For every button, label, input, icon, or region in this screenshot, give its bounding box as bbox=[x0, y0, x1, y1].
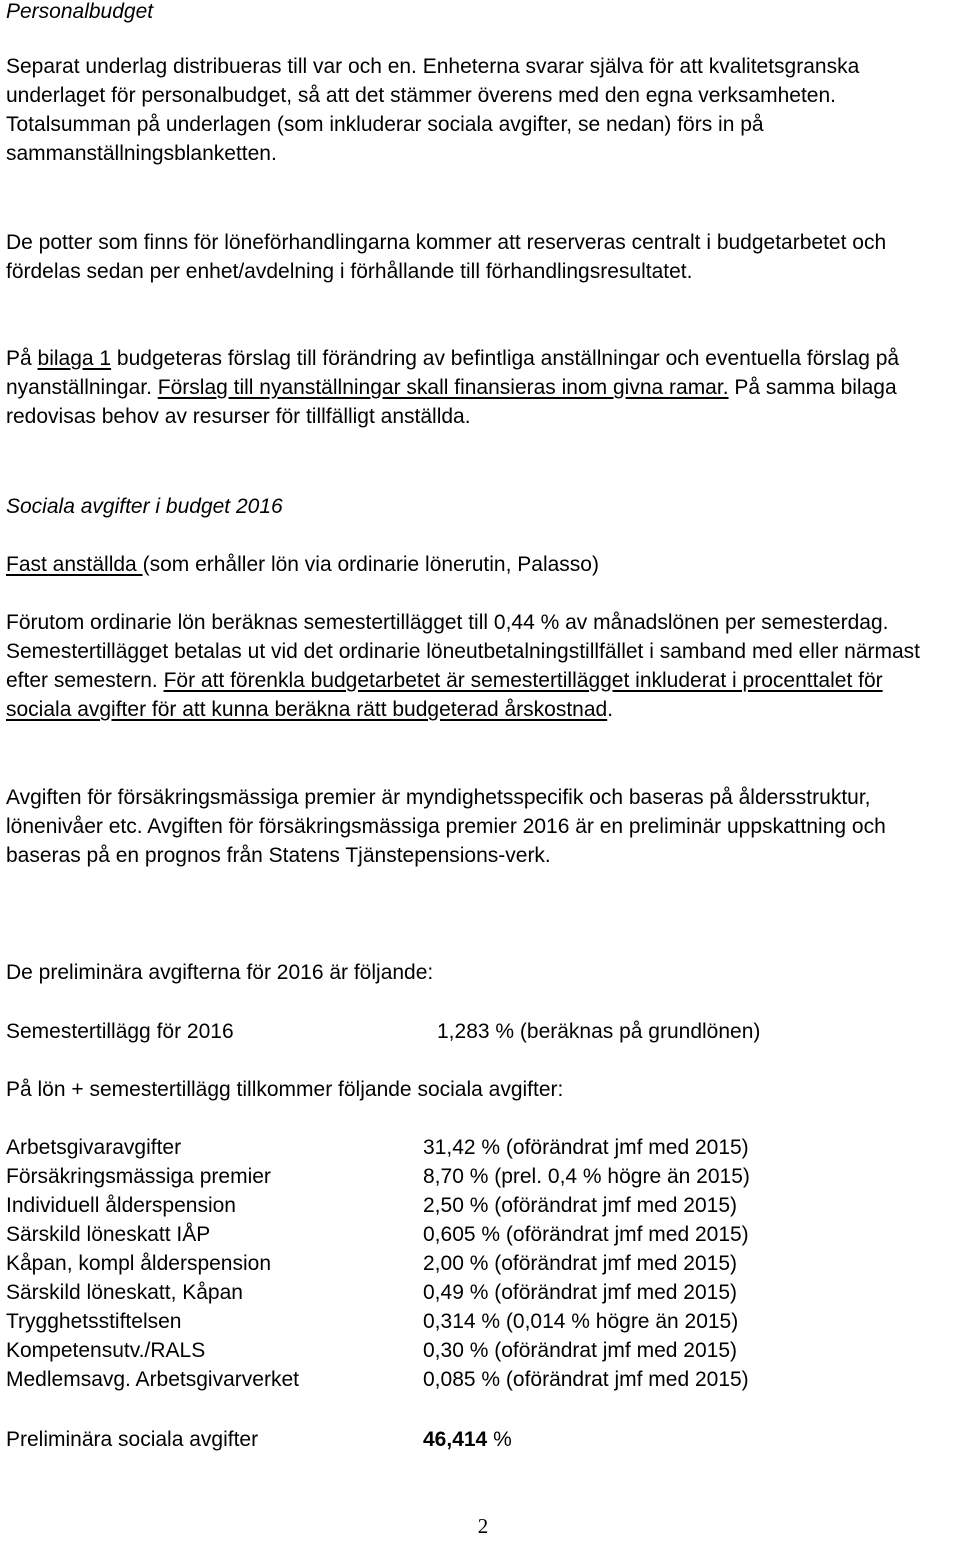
semestertillagg-value: 1,283 % (beräknas på grundlönen) bbox=[437, 1020, 761, 1043]
page-title: Personalbudget bbox=[6, 0, 154, 23]
fee-value: 0,314 % (0,014 % högre än 2015) bbox=[423, 1310, 739, 1333]
pa-lon-line: På lön + semestertillägg tillkommer följande sociala avgifter: bbox=[6, 1078, 564, 1101]
intro-sentence-2: Totalsumman på underlagen (som inkluderar sociala avgifter, se nedan) förs in på sammanställningsblanketten. bbox=[6, 113, 764, 165]
fee-label: Individuell ålderspension bbox=[6, 1194, 236, 1217]
total-unit: % bbox=[487, 1428, 512, 1451]
semester-text-2: . bbox=[607, 698, 614, 721]
fee-label: Försäkringsmässiga premier bbox=[6, 1165, 271, 1188]
fee-label: Särskild löneskatt, Kåpan bbox=[6, 1281, 243, 1304]
fee-value: 0,49 % (oförändrat jmf med 2015) bbox=[423, 1281, 737, 1304]
fast-anstallda-underlined: Fast anställda bbox=[6, 553, 143, 576]
sociala-heading: Sociala avgifter i budget 2016 bbox=[6, 495, 283, 518]
semester-underlined-text: För att förenkla budgetarbetet är semestertillägget inkluderat i procenttalet för sociala avgifter för att kunna beräkna rätt budgeterad årskostnad bbox=[6, 669, 883, 721]
semester-paragraph bbox=[6, 608, 946, 724]
intro-sentence-1: Separat underlag distribueras till var och en. Enheterna svarar själva för att kvalitetsgranska underlaget för personalbudget, så att det stämmer överens med den egna verksamheten. bbox=[6, 55, 860, 107]
fee-label: Kompetensutv./RALS bbox=[6, 1339, 206, 1362]
bilaga-text-1: På bbox=[6, 347, 38, 370]
total-label: Preliminära sociala avgifter bbox=[6, 1428, 259, 1451]
bilaga-paragraph bbox=[6, 344, 946, 431]
avgiften-paragraph: Avgiften för försäkringsmässiga premier är myndighetsspecifik och baseras på åldersstruktur, lönenivåer etc. Avgiften för försäkringsmässiga premier 2016 är en preliminär uppskattning och baseras på en prognos från Statens Tjänstepensions-verk. bbox=[6, 786, 886, 867]
bilaga-text-3: På samma bilaga redovisas behov av resurser för tillfälligt anställda. bbox=[6, 376, 897, 428]
intro-paragraph bbox=[6, 52, 946, 168]
fee-label: Medlemsavg. Arbetsgivarverket bbox=[6, 1368, 299, 1391]
bilaga-text-2: budgeteras förslag till förändring av befintliga anställningar och eventuella förslag på nyanställningar. bbox=[6, 347, 900, 399]
total-value-wrap bbox=[423, 1425, 512, 1454]
prelim-heading: De preliminära avgifterna för 2016 är följande: bbox=[6, 961, 434, 984]
page-number: 2 bbox=[477, 1514, 489, 1538]
fee-value: 2,50 % (oförändrat jmf med 2015) bbox=[423, 1194, 737, 1217]
semester-text-1: Förutom ordinarie lön beräknas semestertillägget till 0,44 % av månadslönen per semesterdag. Semestertillägget betalas ut vid det ordinarie löneutbetalningstillfället i samband med eller närmast efter semestern. bbox=[6, 611, 921, 692]
fast-anstallda-line bbox=[6, 550, 946, 579]
fee-value: 0,30 % (oförändrat jmf med 2015) bbox=[423, 1339, 737, 1362]
potter-paragraph: De potter som finns för löneförhandlingarna kommer att reserveras centralt i budgetarbetet och fördelas sedan per enhet/avdelning i förhållande till förhandlingsresultatet. bbox=[6, 231, 887, 283]
fast-anstallda-rest: (som erhåller lön via ordinarie lönerutin, Palasso) bbox=[142, 553, 599, 576]
fee-label: Kåpan, kompl ålderspension bbox=[6, 1252, 272, 1275]
semestertillagg-label: Semestertillägg för 2016 bbox=[6, 1020, 234, 1043]
fee-label: Arbetsgivaravgifter bbox=[6, 1136, 182, 1159]
bilaga-1-link: bilaga 1 bbox=[37, 347, 112, 370]
total-value: 46,414 bbox=[423, 1428, 488, 1451]
fee-label: Särskild löneskatt IÅP bbox=[6, 1223, 211, 1246]
fee-value: 2,00 % (oförändrat jmf med 2015) bbox=[423, 1252, 737, 1275]
bilaga-underlined-text: Förslag till nyanställningar skall finansieras inom givna ramar. bbox=[157, 376, 729, 399]
fee-label: Trygghetsstiftelsen bbox=[6, 1310, 182, 1333]
fee-value: 31,42 % (oförändrat jmf med 2015) bbox=[423, 1136, 749, 1159]
fee-value: 0,085 % (oförändrat jmf med 2015) bbox=[423, 1368, 749, 1391]
fee-value: 8,70 % (prel. 0,4 % högre än 2015) bbox=[423, 1165, 750, 1188]
fee-value: 0,605 % (oförändrat jmf med 2015) bbox=[423, 1223, 749, 1246]
